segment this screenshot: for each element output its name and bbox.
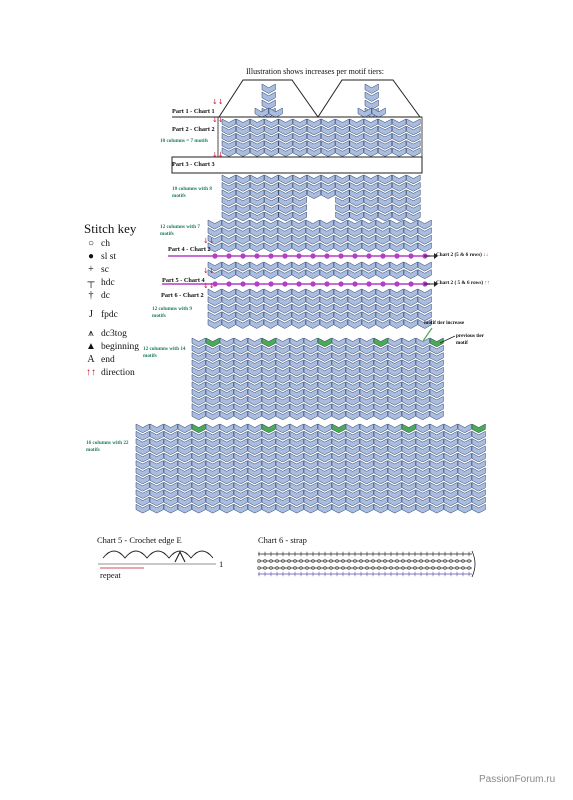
stitch-symbol-icon: † [88,290,94,301]
motif-chevron [236,262,249,271]
part-5-bead [226,281,231,286]
motif-chevron [418,262,431,271]
motif-chevron [262,338,275,347]
motif-chevron [348,220,361,229]
part-1-label: Part 1 - Chart 1 [172,108,215,115]
direction-arrow-icon: ↓↓ [212,116,224,124]
chart5-dc3tog-icon [175,552,185,562]
motif-chevron [404,262,417,271]
part-5-bead [366,281,371,286]
motif-chevron [321,175,335,184]
motif-chevron [265,175,279,184]
motif-chevron [262,424,275,433]
motif-chevron [350,175,364,184]
motif-chevron [250,289,263,298]
motif-chevron [250,262,263,271]
stitch-key-list [84,237,139,379]
part-5-bead [240,281,245,286]
stitch-key-label: dc [101,290,110,301]
part-4-bead [394,253,399,258]
motif-chevron [365,84,378,94]
motif-chevron [332,338,345,347]
motif-chevron [402,338,415,347]
part-4-bead [254,253,259,258]
part-3-label: Part 3 - Chart 3 [172,161,215,168]
part-4-bead [310,253,315,258]
chart5-title: Chart 5 - Crochet edge E [97,535,182,545]
motif-chevron [346,424,359,433]
motif-chevron [416,338,429,347]
part-5-bead [296,281,301,286]
motif-chevron [392,119,406,128]
motif-chevron [318,424,331,433]
note-16-columns-22-motifs: 16 columns with 22 motifs [86,440,129,453]
motif-chevron [362,220,375,229]
motif-chevron [178,424,191,433]
part-4-bead [366,253,371,258]
motif-chevron [334,220,347,229]
motif-chevron [374,338,387,347]
motif-chevron [407,175,421,184]
stitch-symbol-icon: ● [87,251,95,262]
part-4-bead [408,253,413,258]
motif-chevron [388,338,401,347]
motif-chevron [250,119,264,128]
motif-chevron [364,119,378,128]
part-4-bead [380,253,385,258]
motif-chevron [307,175,321,184]
motif-chevron [234,338,247,347]
motif-chevron [348,262,361,271]
direction-arrow-icon: ↓↓ [203,237,215,245]
motif-chevron [390,289,403,298]
stitch-key-item [84,308,139,321]
motif-chevron [206,424,219,433]
motif-chevron [307,119,321,128]
motif-chevron [320,289,333,298]
stitch-key-label: beginning [101,341,139,352]
stitch-symbol-icon: A [87,354,95,365]
motif-chevron [150,424,163,433]
motif-chevron [208,220,221,229]
stitch-key-label: direction [101,367,135,378]
stitch-key-label: fpdc [101,309,118,320]
motif-chevron [222,220,235,229]
part-4-bead [226,253,231,258]
part-5-bead [352,281,357,286]
stitch-key-item [84,237,139,250]
motif-chevron [306,262,319,271]
motif-chevron [248,338,261,347]
direction-arrow-icon: ↓↓ [203,282,215,290]
motif-chevron [390,262,403,271]
motif-chevron [378,119,392,128]
motif-chevron [336,119,350,128]
stitch-key-label: end [101,354,115,365]
part-4-bead [296,253,301,258]
stitch-key-item [84,289,139,302]
motif-chevron [404,220,417,229]
motif-chevron [293,119,307,128]
motif-chevron [404,289,417,298]
motif-chevron [192,424,205,433]
motif-chevron [321,119,335,128]
stitch-symbol-icon: ⩚ [88,328,94,339]
motif-chevron [416,424,429,433]
note-12-columns-7-motifs: 12 columns with 7 motifs [160,224,200,237]
stitch-key-item [84,353,139,366]
motif-chevron [290,338,303,347]
motif-chevron [278,220,291,229]
motif-chevron [206,338,219,347]
motif-chevron [276,424,289,433]
motif-chevron [306,289,319,298]
motif-chevron [418,289,431,298]
motif-chevron [332,424,345,433]
part-4-bead [212,253,217,258]
motif-chevron [278,289,291,298]
part-2-label: Part 2 - Chart 2 [172,126,215,133]
part-5-bead [380,281,385,286]
stitch-key-label: hdc [101,277,115,288]
motif-chevron [290,424,303,433]
stitch-key-label: sl st [101,251,117,262]
stitch-key-item [84,340,139,353]
motif-chevron [334,289,347,298]
motif-chevron [236,220,249,229]
motif-chevron [374,424,387,433]
part-4-bead [268,253,273,258]
motif-chevron [234,424,247,433]
chart6-turn-curve [472,551,475,577]
stitch-symbol-icon: ▲ [86,341,96,352]
stitch-key-item [84,263,139,276]
motif-chevron [264,289,277,298]
note-12-columns-9-motifs: 12 columns with 9 motifs [152,306,192,319]
motif-chevron [392,175,406,184]
stitch-key-label: dc3tog [101,328,127,339]
stitch-key-item [84,276,139,289]
direction-arrow-icon: ↓↓ [203,267,215,275]
diagram-title: Illustration shows increases per motif tiers: [246,67,384,76]
motif-chevron [292,289,305,298]
stitch-key-item [84,250,139,263]
chart2-rows-label-b: Chart 2 ( 5 & 6 rows) ↑↑ [436,280,490,286]
motif-chevron [292,262,305,271]
motif-chevron [304,338,317,347]
motif-chevron [360,338,373,347]
motif-chevron [360,424,373,433]
motif-chevron [236,119,250,128]
part-5-bead [254,281,259,286]
motif-chevron [306,220,319,229]
chart6-title: Chart 6 - strap [258,535,307,545]
part-5-bead [338,281,343,286]
previous-tier-motif-label: previous tier motif [456,333,484,346]
chart5-repeat-label: repeat [100,570,121,580]
chart5-loops [103,551,213,558]
part-4-bead [324,253,329,258]
motif-chevron [222,262,235,271]
motif-chevron [292,220,305,229]
motif-chevron [250,220,263,229]
stitch-symbol-icon: ┬ [87,277,95,288]
stitch-key-item [84,366,139,379]
motif-chevron [164,424,177,433]
motif-chevron [236,289,249,298]
stitch-symbol-icon: ○ [87,238,95,249]
motif-chevron [279,175,293,184]
note-10-columns-7-motifs: 10 columns = 7 motifs [160,138,209,144]
part-5-bead [394,281,399,286]
motif-chevron [278,262,291,271]
bodice-outline [219,80,420,117]
part-4-bead [240,253,245,258]
motif-chevron [265,119,279,128]
chart2-rows-label-a: Chart 2 (5 & 6 rows) ↓↓ [436,252,489,258]
part-5-bead [282,281,287,286]
stitch-symbol-icon: J [89,309,93,320]
watermark: PassionForum.ru [479,774,556,785]
motif-chevron [264,220,277,229]
part-4-bead [352,253,357,258]
part-5-bead [408,281,413,286]
motif-chevron [222,119,236,128]
motif-chevron [364,175,378,184]
motif-chevron [402,424,415,433]
part-5-bead [324,281,329,286]
motif-chevron [418,220,431,229]
note-12-columns-14-motifs: 12 columns with 14 motifs [143,346,186,359]
stitch-key-label: ch [101,238,110,249]
stitch-key-item [84,327,139,340]
motif-chevron [376,289,389,298]
part-4-label: Part 4 - Chart 2 [168,246,211,253]
stitch-symbol-icon: ↑↑ [86,367,96,378]
stitch-symbol-icon: + [88,264,94,275]
stitch-key [84,221,139,379]
stitch-key-title: Stitch key [84,221,137,236]
motif-chevron [336,175,350,184]
motif-chevron [350,119,364,128]
motif-chevron [318,338,331,347]
motif-chevron [320,262,333,271]
motif-chevron [250,175,264,184]
motif-chevron [248,424,261,433]
motif-chevron [192,338,205,347]
motif-chevron [236,175,250,184]
motif-chevron [220,338,233,347]
motif-chevron [388,424,401,433]
motif-chevron [279,119,293,128]
part-6-label: Part 6 - Chart 2 [161,292,204,299]
motif-chevron [362,262,375,271]
part-4-bead [338,253,343,258]
note-10-columns-8-motifs: 10 columns with 8 motifs [172,186,212,199]
motif-chevron [222,175,236,184]
motif-chevron [136,424,149,433]
motif-chevron [320,220,333,229]
motif-chevron [378,175,392,184]
motif-chevron [334,262,347,271]
motif-chevron [346,338,359,347]
motif-chevron [276,338,289,347]
part-5-label: Part 5 - Chart 4 [162,277,205,284]
motif-chevron [376,220,389,229]
part-5-bead [310,281,315,286]
motif-chevron [458,424,471,433]
motif-chevron [348,289,361,298]
motif-chevron [444,424,457,433]
stitch-key-label: sc [101,264,109,275]
motif-chevron [208,289,221,298]
motif-chevron [430,424,443,433]
part-4-bead [282,253,287,258]
motif-chevron [220,424,233,433]
part-5-bead [268,281,273,286]
motif-chevron [293,175,307,184]
motif-chevron [362,289,375,298]
motif-chevron [390,220,403,229]
motif-tier-increase-label: motif tier increase [424,320,465,326]
direction-arrow-icon: ↓↓ [212,98,224,106]
motif-chevron [264,262,277,271]
motif-chevron [304,424,317,433]
motif-chevron [222,289,235,298]
motif-chevron [472,424,485,433]
direction-arrow-icon: ↓↓ [212,151,224,159]
chart5-end-number: 1 [219,559,224,569]
motif-chevron [376,262,389,271]
motif-chevron [407,119,421,128]
motif-chevron [262,84,275,94]
